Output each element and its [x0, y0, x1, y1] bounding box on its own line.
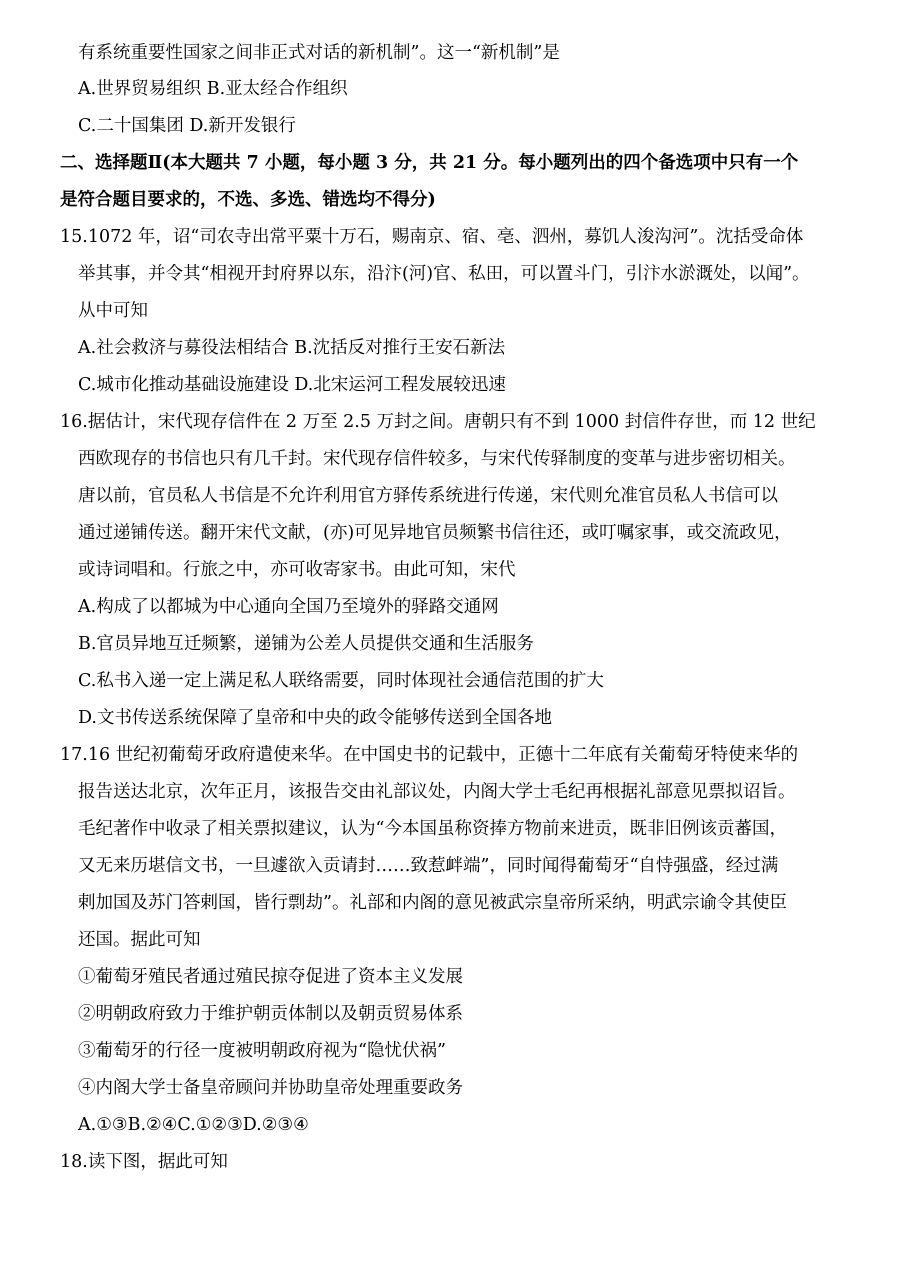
q17-options: A.①③B.②④C.①②③D.②③④: [78, 1115, 309, 1135]
q16-option-c: C.私书入递一定上满足私人联络需要，同时体现社会通信范围的扩大: [78, 671, 604, 691]
q16-stem-line5: 或诗词唱和。行旅之中，亦可收寄家书。由此可知，宋代: [78, 560, 516, 580]
q16-stem-line3: 唐以前，官员私人书信是不允许利用官方驿传系统进行传递，宋代则允准官员私人书信可以: [78, 486, 778, 506]
q15-option-cd: C.城市化推动基础设施建设 D.北宋运河工程发展较迅速: [78, 375, 506, 395]
q17-stem-line2: 报告送达北京，次年正月，该报告交由礼部议处，内阁大学士毛纪再根据礼部意见票拟诏旨。: [78, 782, 796, 802]
continuation-option-cd: C.二十国集团 D.新开发银行: [78, 116, 296, 136]
q17-stem-line5: 剌加国及苏门答剌国，皆行剽劫”。礼部和内阁的意见被武宗皇帝所采纳，明武宗谕令其使臣: [78, 893, 787, 913]
continuation-option-ab: A.世界贸易组织 B.亚太经合作组织: [78, 79, 348, 99]
q17-stem-line6: 还国。据此可知: [78, 930, 201, 950]
q17-item-1: ①葡萄牙殖民者通过殖民掠夺促进了资本主义发展: [78, 967, 463, 987]
q16-stem-line1: 16.据估计，宋代现存信件在 2 万至 2.5 万封之间。唐朝只有不到 1000 封信件存世，而 12 世纪: [60, 412, 816, 432]
q18-stem: 18.读下图，据此可知: [60, 1152, 228, 1172]
q17-stem-line1: 17.16 世纪初葡萄牙政府遣使来华。在中国史书的记载中，正德十二年底有关葡萄牙特使来华的: [60, 745, 799, 765]
q16-option-d: D.文书传送系统保障了皇帝和中央的政令能够传送到全国各地: [78, 708, 552, 728]
continuation-stem-end: 有系统重要性国家之间非正式对话的新机制”。这一“新机制”是: [78, 43, 560, 63]
q17-item-3: ③葡萄牙的行径一度被明朝政府视为“隐忧伏祸”: [78, 1041, 446, 1061]
q17-stem-line4: 又无来历堪信文书，一旦遽欲入贡请封……致惹衅端”，同时闻得葡萄牙“自恃强盛，经过满: [78, 856, 779, 876]
q17-item-2: ②明朝政府致力于维护朝贡体制以及朝贡贸易体系: [78, 1004, 463, 1024]
q16-option-a: A.构成了以都城为中心通向全国乃至境外的驿路交通网: [78, 597, 499, 617]
q16-stem-line2: 西欧现存的书信也只有几千封。宋代现存信件较多，与宋代传驿制度的变革与进步密切相关。: [78, 449, 796, 469]
q15-stem-line2: 举其事，并令其“相视开封府界以东，沿汴(河)官、私田，可以置斗门，引汴水淤溉处，以闻”。: [78, 264, 810, 284]
q15-stem-line1: 15.1072 年，诏“司农寺出常平粟十万石，赐南京、宿、亳、泗州，募饥人浚沟河”。沈括受命体: [60, 227, 804, 247]
q16-stem-line4: 通过递铺传送。翻开宋代文献，(亦)可见异地官员频繁书信往还，或叮嘱家事，或交流政见，: [78, 523, 792, 543]
section-header-line1: 二、选择题Ⅱ(本大题共 7 小题，每小题 3 分，共 21 分。每小题列出的四个备选项中只有一个: [60, 153, 799, 173]
q15-stem-line3: 从中可知: [78, 301, 148, 321]
q17-stem-line3: 毛纪著作中收录了相关票拟建议，认为“今本国虽称资捧方物前来进贡，既非旧例该贡蕃国，: [78, 819, 787, 839]
q16-option-b: B.官员异地互迁频繁，递铺为公差人员提供交通和生活服务: [78, 634, 534, 654]
section-header-line2: 是符合题目要求的，不选、多选、错选均不得分): [60, 190, 436, 210]
q17-item-4: ④内阁大学士备皇帝顾问并协助皇帝处理重要政务: [78, 1078, 463, 1098]
q15-option-ab: A.社会救济与募役法相结合 B.沈括反对推行王安石新法: [78, 338, 506, 358]
